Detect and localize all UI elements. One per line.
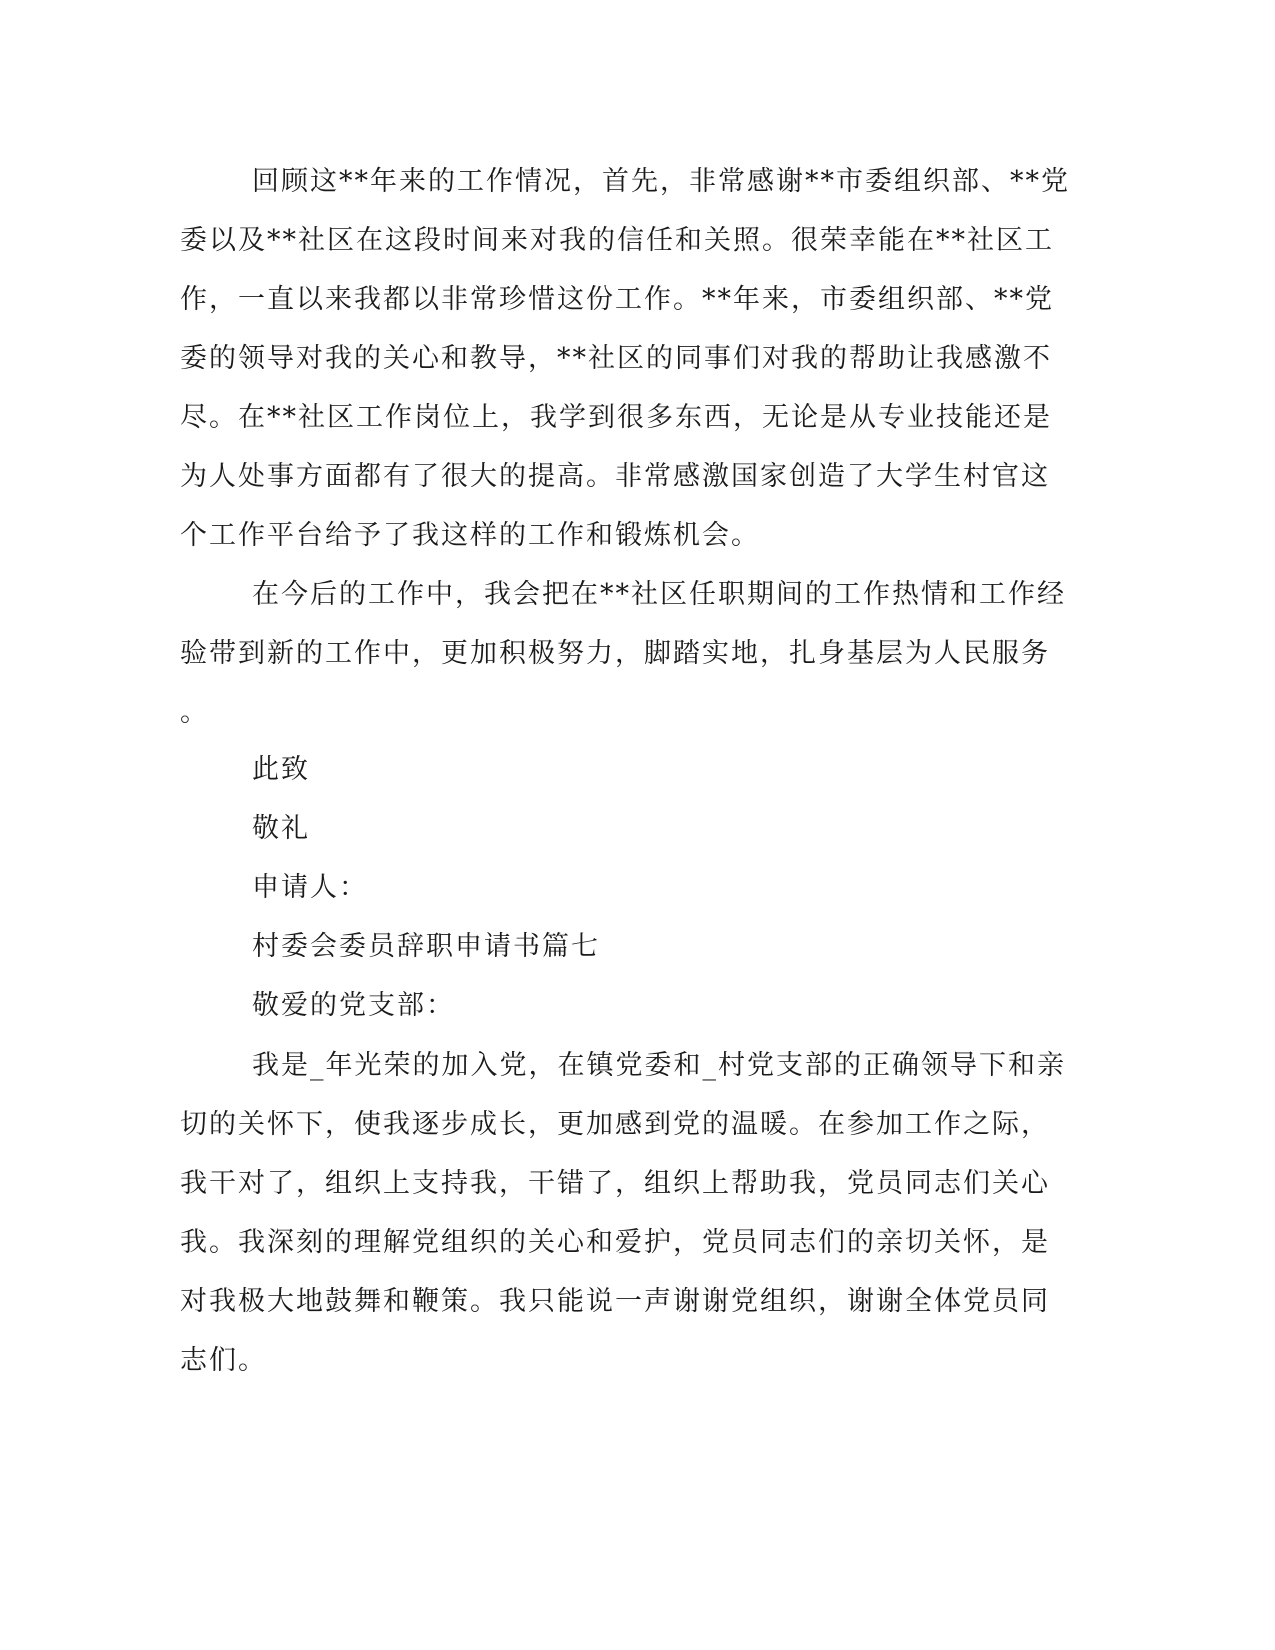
text-line: 在今后的工作中，我会把在**社区任职期间的工作热情和工作经 [252, 579, 1066, 610]
signature-label: 申请人： [252, 872, 368, 903]
text-line: 验带到新的工作中，更加积极努力，脚踏实地，扎身基层为人民服务 [180, 638, 1050, 669]
text-line: 委以及**社区在这段时间来对我的信任和关照。很荣幸能在**社区工 [180, 225, 1054, 256]
text-line: 个工作平台给予了我这样的工作和锻炼机会。 [180, 520, 760, 551]
text-line: 回顾这**年来的工作情况，首先，非常感谢**市委组织部、**党 [252, 166, 1070, 197]
text-line: 。 [180, 697, 209, 728]
text-line: 尽。在**社区工作岗位上，我学到很多东西，无论是从专业技能还是 [180, 402, 1052, 433]
text-line: 为人处事方面都有了很大的提高。非常感激国家创造了大学生村官这 [180, 461, 1050, 492]
paragraph-future-work [180, 565, 1066, 742]
paragraph-party-thanks [180, 1036, 1066, 1390]
text-line: 我。我深刻的理解党组织的关心和爱护，党员同志们的亲切关怀，是 [180, 1227, 1050, 1258]
text-line: 切的关怀下，使我逐步成长，更加感到党的温暖。在参加工作之际， [180, 1109, 1050, 1140]
text-line: 我干对了，组织上支持我，干错了，组织上帮助我，党员同志们关心 [180, 1168, 1050, 1199]
text-line: 我是_年光荣的加入党，在镇党委和_村党支部的正确领导下和亲 [252, 1050, 1066, 1081]
section-title: 村委会委员辞职申请书篇七 [252, 931, 600, 962]
text-line: 志们。 [180, 1345, 267, 1376]
letter-closing-section [180, 740, 1030, 1035]
text-line: 委的领导对我的关心和教导，**社区的同事们对我的帮助让我感激不 [180, 343, 1052, 374]
text-line: 对我极大地鼓舞和鞭策。我只能说一声谢谢党组织，谢谢全体党员同 [180, 1286, 1050, 1317]
greeting-text: 敬爱的党支部： [252, 990, 455, 1021]
salute-text: 敬礼 [252, 813, 310, 844]
text-line: 作，一直以来我都以非常珍惜这份工作。**年来，市委组织部、**党 [180, 284, 1054, 315]
paragraph-work-review [180, 152, 1070, 565]
closing-text: 此致 [252, 754, 310, 785]
